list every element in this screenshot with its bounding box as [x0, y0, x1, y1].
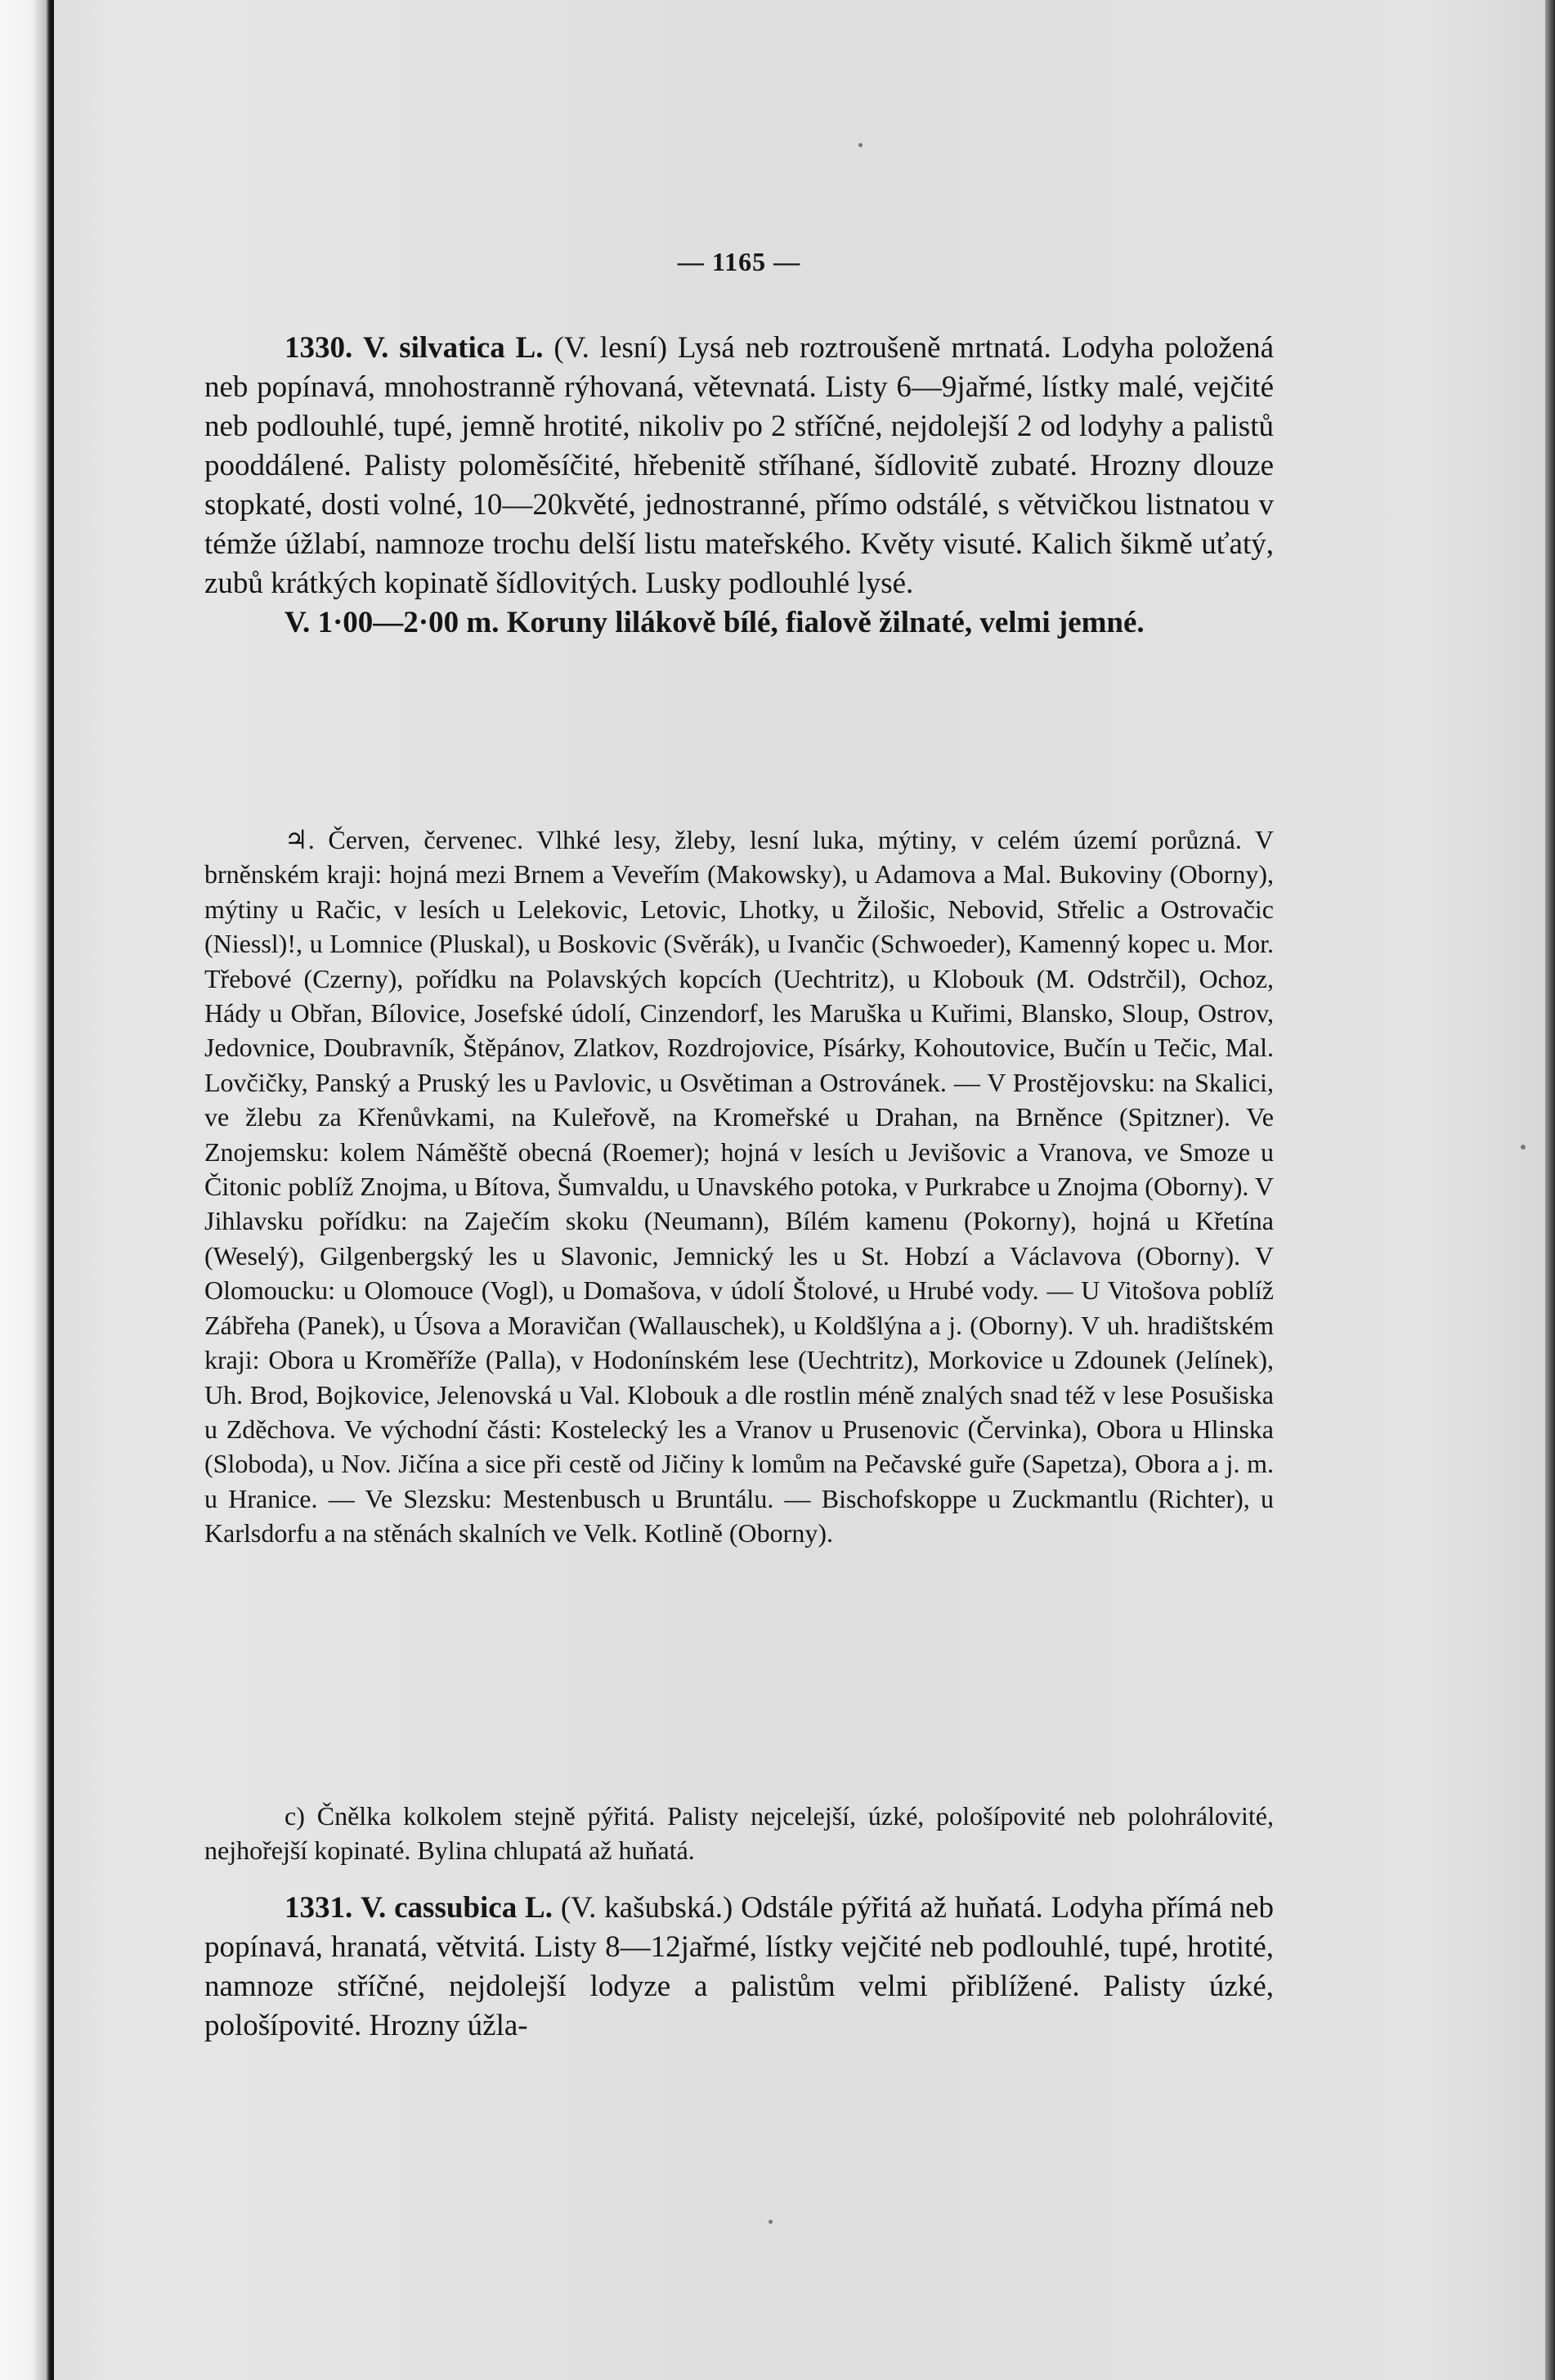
entry-1331: [204, 1889, 1274, 2046]
variety-c: [204, 1799, 1274, 1868]
speck: [769, 2220, 773, 2224]
variety-c-text: c) Čnělka kolkolem stejně pýřitá. Palisty nejcelejší, úzké, pološípovité neb polohrálovité, nejhořejší kopinaté. Bylina chlupatá až huňatá.: [204, 1801, 1274, 1866]
speck: [1521, 1145, 1526, 1150]
distribution-text: Červen, červenec. Vlhké lesy, žleby, lesní luka, mýtiny, v celém území porůzná. V brněnském kraji: hojná mezi Brnem a Veveřím (Makowsky), u Adamova a Mal. Bukoviny (Oborny), mýtiny u Račic, v lesích u Lelekovic, Letovic, Lhotky, u Žilošic, Nebovid, Střelic a Ostrovačic (Niessl)!, u Lomnice (Pluskal), u Boskovic (Svěrák), u Ivančic (Schwoeder), Kamenný kopec u. Mor. Třebové (Czerny), pořídku na Polavských kopcích (Uechtritz), u Klobouk (M. Odstrčil), Ochoz, Hády u Obřan, Bílovice, Josefské údolí, Cinzendorf, les Maruška u Kuřimi, Blansko, Sloup, Ostrov, Jedovnice, Doubravník, Štěpánov, Zlatkov, Rozdrojovice, Písárky, Kohoutovice, Bučín u Tečic, Mal. Lovčičky, Panský a Pruský les u Pavlovic, u Osvětiman a Ostrovánek. — V Prostějovsku: na Skalici, ve žlebu za Křenůvkami, na Kuleřově, na Kromeřské u Drahan, na Brněnce (Spitzner). Ve Znojemsku: kolem Náměště obecná (Roemer); hojná v lesích u Jevišovic a Vranova, ve Smoze u Čitonic poblíž Znojma, u Bítova, Šumvaldu, u Unavského potoka, v Purkrabce u Znojma (Oborny). V Jihlavsku pořídku: na Zaječím skoku (Neumann), Bílém kamenu (Pokorny), hojná u Křetína (Weselý), Gilgenbergský les u Slavonic, Jemnický les u St. Hobzí a Václavova (Oborny). V Olomoucku: u Olomouce (Vogl), u Domašova, v údolí Štolové, u Hrubé vody. — U Vitošova poblíž Zábřeha (Panek), u Úsova a Moravičan (Wallauschek), u Koldšlýna a j. (Oborny). V uh. hradištském kraji: Obora u Kroměříže (Palla), v Hodonínském lese (Uechtritz), Morkovice u Zdounek (Jelínek), Uh. Brod, Bojkovice, Jelenovská u Val. Klobouk a dle rostlin méně znalých snad též v lese Posušiska u Zděchova. Ve východní části: Kostelecký les a Vranov u Prusenovic (Červinka), Obora u Hlinska (Sloboda), u Nov. Jičína a sice při cestě od Jičiny k lomům na Pečavské guře (Sapetza), Obora a j. m. u Hranice. — Ve Slezsku: Mestenbusch u Bruntálu. — Bischofskoppe u Zuckmantlu (Richter), u Karlsdorfu a na stěnách skalních ve Velk. Kotlině (Oborny).: [204, 825, 1275, 1549]
size-line: V. 1·00—2·00 m. Koruny lilákově bílé, fialově žilnaté, velmi jemné.: [285, 606, 1145, 639]
species-description: Odstále pýřitá až huňatá. Lodyha přímá neb popínavá, hranatá, větvitá. Listy 8—12jařmé, lístky vejčité neb podlouhlé, tupé, hrotité, namnoze stříčné, nejdolejší lodyze a palistům velmi přiblížené. Palisty úzké, pološípovité. Hrozny úžla-: [204, 1891, 1275, 2042]
common-name: (V. lesní): [553, 331, 668, 365]
species-description: Lysá neb roztroušeně mrtnatá. Lodyha položená neb popínavá, mnohostranně rýhovaná, větevnatá. Listy 6—9jařmé, lístky malé, vejčité neb podlouhlé, tupé, jemně hrotité, nikoliv po 2 stříčné, nejdolejší 2 od lodyhy a palistů pooddálené. Palisty poloměsíčité, hřebenitě stříhané, šídlovitě zubaté. Hrozny dlouze stopkaté, dosti volné, 10—20květé, jednostranné, přímo odstálé, s větvičkou listnatou v témže úžlabí, namnoze trochu delší listu mateřského. Květy visuté. Kalich šikmě uťatý, zubů krátkých kopinatě šídlovitých. Lusky podlouhlé lysé.: [204, 331, 1275, 600]
species-name: V. silvatica L.: [363, 331, 544, 365]
entry-number: 1330.: [285, 331, 353, 365]
common-name: (V. kašubská.): [560, 1891, 733, 1925]
page-edge-left: [0, 0, 54, 2380]
page-edge-right: [1545, 0, 1555, 2380]
distribution: [204, 822, 1274, 1551]
species-name: V. cassubica L.: [361, 1891, 553, 1925]
speck: [858, 143, 863, 147]
perennial-symbol: ♃.: [285, 825, 315, 854]
entry-number: 1331.: [285, 1891, 353, 1925]
entry-1330: [204, 329, 1274, 643]
page-number: — 1165 —: [677, 247, 801, 276]
